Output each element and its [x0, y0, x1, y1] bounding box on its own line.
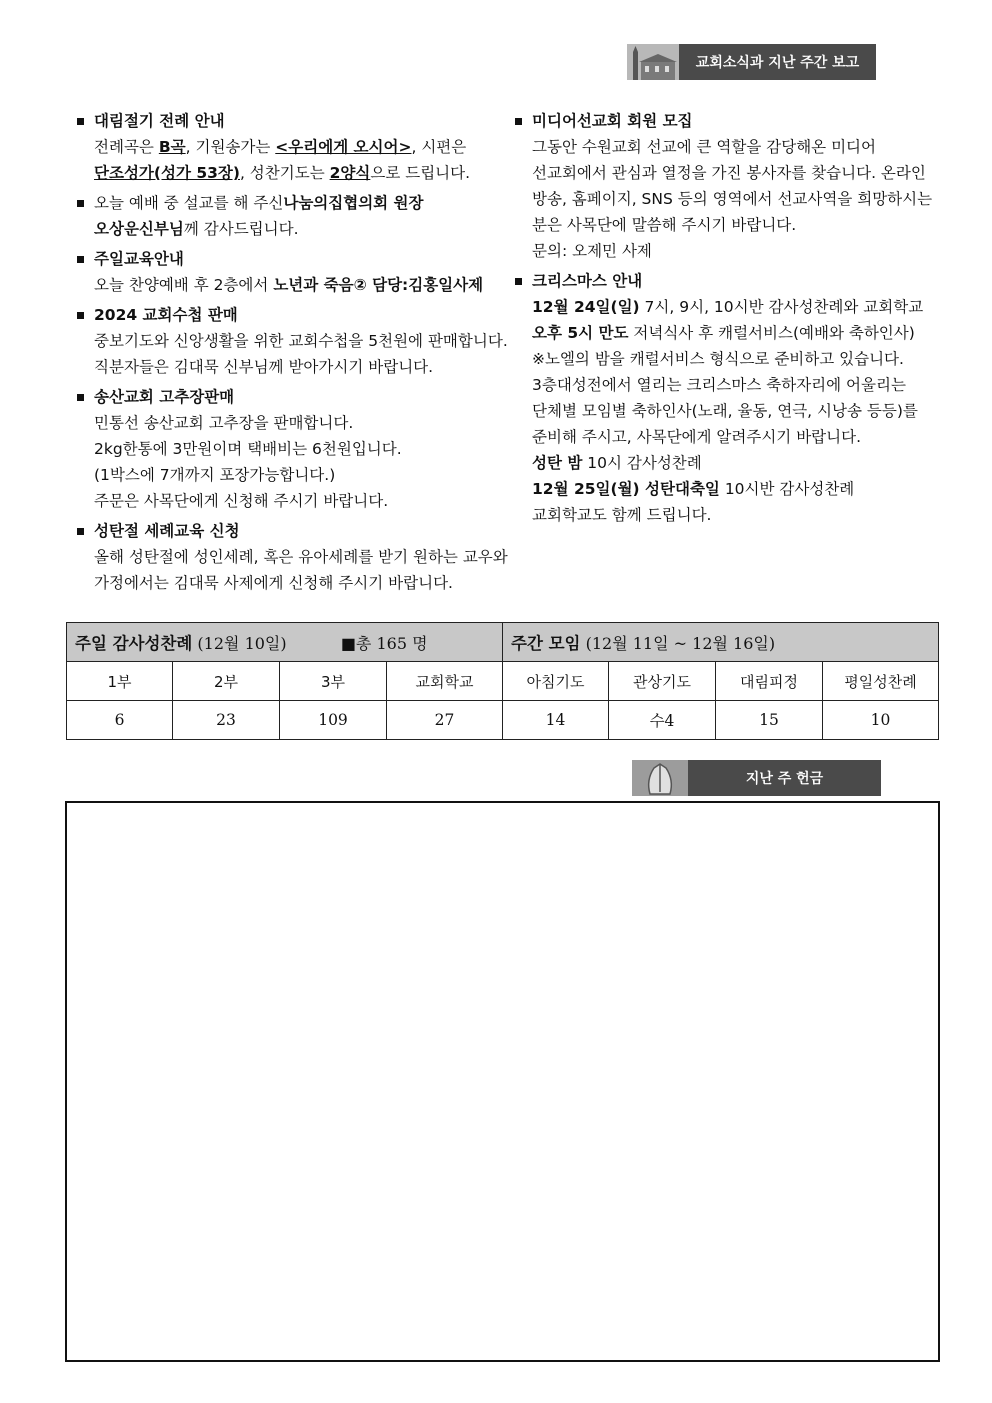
- notice-text: 3층대성전에서 열리는 크리스마스 축하자리에 어울리는: [532, 376, 906, 394]
- notice-text-emph: 단조성가(성가 53장): [94, 164, 240, 182]
- notice-title: 송산교회 고추장판매: [94, 388, 235, 406]
- notice-text: 10시 감사성찬례: [582, 454, 702, 472]
- notice-text: 분은 사목단에 말씀해 주시기 바랍니다.: [532, 216, 797, 234]
- column-header: 1부: [67, 662, 173, 701]
- notice-text: 10시반 감사성찬례: [719, 480, 855, 498]
- notice-gochujang-sale: [72, 384, 502, 514]
- section-title: 지난 주 헌금: [688, 760, 881, 796]
- attendance-value: 6: [67, 701, 173, 740]
- church-building-icon: [627, 44, 679, 80]
- column-header: 관상기도: [609, 662, 716, 701]
- notice-text-emph: 성탄 밤: [532, 454, 583, 472]
- notice-church-diary: [72, 302, 508, 380]
- notice-text: , 시편은: [411, 138, 467, 156]
- notice-text: 전례곡은: [94, 138, 159, 156]
- notice-text: 선교회에서 관심과 열정을 가진 봉사자를 찾습니다. 온라인: [532, 164, 926, 182]
- attendance-value: 10: [823, 701, 939, 740]
- notice-text: 오늘 찬양예배 후 2층에서: [94, 276, 274, 294]
- notice-text-emph: 2양식: [329, 164, 371, 182]
- notice-text: 7시, 9시, 10시반 감사성찬례와 교회학교: [639, 298, 924, 316]
- notice-title: 미디어선교회 회원 모집: [532, 112, 693, 130]
- notice-text-emph: B곡: [158, 138, 186, 156]
- notice-text-emph: <우리에게 오시어>: [275, 138, 412, 156]
- notice-text: , 성찬기도는: [239, 164, 330, 182]
- bullet-icon: [515, 278, 522, 285]
- notice-text-emph: 오상운신부님: [94, 220, 184, 238]
- sunday-date: (12월 10일): [197, 634, 287, 653]
- sunday-title: 주일 감사성찬례: [75, 634, 193, 653]
- notice-text: 방송, 홈페이지, SNS 등의 영역에서 선교사역을 희망하시는: [532, 190, 933, 208]
- bullet-icon: [515, 118, 522, 125]
- bullet-icon: [77, 312, 84, 319]
- left-column: [72, 108, 508, 600]
- attendance-values-row: [67, 701, 939, 740]
- notice-text: 준비해 주시고, 사목단에게 알려주시기 바랍니다.: [532, 428, 862, 446]
- bullet-icon: [77, 394, 84, 401]
- notice-text-emph: 12월 25일(월) 성탄대축일: [532, 480, 720, 498]
- column-header: 아침기도: [503, 662, 609, 701]
- notice-thanks-preacher: [72, 190, 502, 242]
- section-header-news: [627, 44, 876, 80]
- notice-christmas: [510, 268, 940, 528]
- notice-text: 으로 드립니다.: [370, 164, 471, 182]
- notice-text: 2kg한통에 3만원이며 택배비는 6천원입니다.: [94, 440, 402, 458]
- notice-title: 2024 교회수첩 판매: [94, 306, 238, 324]
- notice-text-emph: 나눔의집협의회 원장: [283, 194, 424, 212]
- notice-advent-liturgy: [72, 108, 502, 186]
- weekly-date: (12월 11일 ~ 12월 16일): [585, 634, 776, 653]
- offering-box: [65, 801, 940, 1362]
- bullet-icon: [77, 528, 84, 535]
- attendance-value: 14: [503, 701, 609, 740]
- sunday-total: ■총 165 명: [340, 634, 428, 653]
- notice-title: 대림절기 전례 안내: [94, 112, 225, 130]
- attendance-columns-row: [67, 662, 939, 701]
- notice-text: 올해 성탄절에 성인세례, 혹은 유아세례를 받기 원하는 교우와: [94, 548, 508, 566]
- notice-text-emph: 노년과 죽음② 담당:김홍일사제: [273, 276, 484, 294]
- notice-baptism-class: [72, 518, 508, 596]
- notice-text: 가정에서는 김대묵 사제에게 신청해 주시기 바랍니다.: [94, 574, 453, 592]
- notice-text: 저녁식사 후 캐럴서비스(예배와 축하인사): [628, 324, 915, 342]
- notice-text: 단체별 모임별 축하인사(노래, 율동, 연극, 시낭송 등등)를: [532, 402, 918, 420]
- attendance-table: [66, 622, 939, 740]
- notice-title: 주일교육안내: [94, 250, 184, 268]
- notice-media-mission: [510, 108, 940, 264]
- column-header: 교회학교: [387, 662, 503, 701]
- notice-text: 그동안 수원교회 선교에 큰 역할을 감당해온 미디어: [532, 138, 876, 156]
- notice-sunday-education: [72, 246, 502, 298]
- column-header: 2부: [173, 662, 280, 701]
- attendance-value: 15: [716, 701, 823, 740]
- notice-title: 크리스마스 안내: [532, 272, 643, 290]
- notice-title: 성탄절 세례교육 신청: [94, 522, 240, 540]
- notice-text: 오늘 예배 중 설교를 해 주신: [94, 194, 284, 212]
- section-header-offering: [632, 760, 881, 796]
- sunday-service-cell: [67, 623, 503, 662]
- notice-text: 직분자들은 김대묵 신부님께 받아가시기 바랍니다.: [94, 358, 434, 376]
- notice-text: 주문은 사목단에게 신청해 주시기 바랍니다.: [94, 492, 389, 510]
- notice-text: (1박스에 7개까지 포장가능합니다.): [94, 466, 336, 484]
- notice-text: 민통선 송산교회 고추장을 판매합니다.: [94, 414, 354, 432]
- attendance-value: 27: [387, 701, 503, 740]
- section-title: 교회소식과 지난 주간 보고: [679, 44, 876, 80]
- notice-text: 께 감사드립니다.: [183, 220, 299, 238]
- praying-hands-icon: [632, 760, 688, 796]
- attendance-header-row: [67, 623, 939, 662]
- bullet-icon: [77, 256, 84, 263]
- notice-text-emph: 오후 5시 만도: [532, 324, 629, 342]
- attendance-value: 수4: [609, 701, 716, 740]
- notice-text: 교회학교도 함께 드립니다.: [532, 506, 712, 524]
- weekly-title: 주간 모임: [511, 634, 581, 653]
- attendance-value: 109: [280, 701, 387, 740]
- bullet-icon: [77, 200, 84, 207]
- column-header: 대림피정: [716, 662, 823, 701]
- attendance-value: 23: [173, 701, 280, 740]
- notice-text: ※노엘의 밤을 캐럴서비스 형식으로 준비하고 있습니다.: [532, 350, 904, 368]
- bullet-icon: [77, 118, 84, 125]
- column-header: 3부: [280, 662, 387, 701]
- weekly-meeting-cell: [503, 623, 939, 662]
- notice-text: 문의: 오제민 사제: [532, 242, 652, 260]
- right-column: [510, 108, 940, 532]
- notice-text: 중보기도와 신앙생활을 위한 교회수첩을 5천원에 판매합니다.: [94, 332, 508, 350]
- notice-text-emph: 12월 24일(일): [532, 298, 640, 316]
- column-header: 평일성찬례: [823, 662, 939, 701]
- notice-text: , 기원송가는: [185, 138, 276, 156]
